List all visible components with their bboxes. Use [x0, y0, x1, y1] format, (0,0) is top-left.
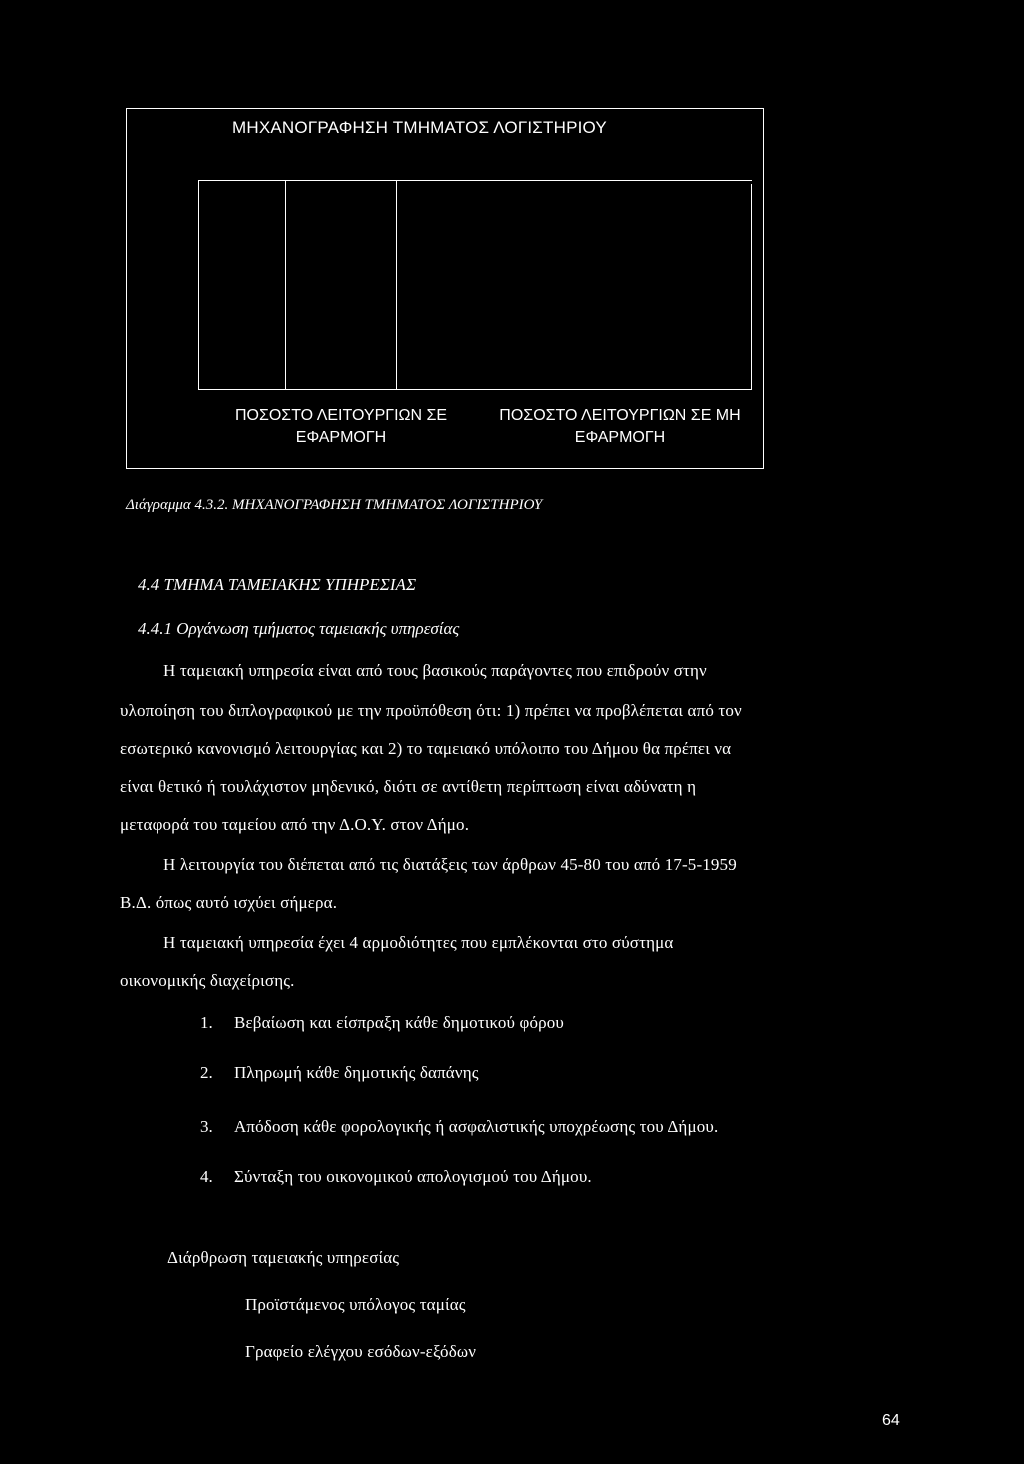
paragraph2-line-2: Β.Δ. όπως αυτό ισχύει σήμερα. — [120, 893, 338, 912]
category-label-1-line-2: ΕΦΑΡΜΟΓΗ — [295, 429, 387, 446]
paragraph3-line-2: οικονομικής διαχείρισης. — [120, 971, 295, 990]
list-item-2-text: Πληρωμή κάθε δημοτικής δαπάνης — [234, 1063, 479, 1082]
page-number: 64 — [882, 1412, 900, 1429]
list-item-4-number: 4. — [200, 1167, 213, 1186]
section-heading: 4.4 ΤΜΗΜΑ ΤΑΜΕΙΑΚΗΣ ΥΠΗΡΕΣΙΑΣ — [138, 575, 417, 594]
figure-caption: Διάγραμμα 4.3.2. ΜΗΧΑΝΟΓΡΑΦΗΣΗ ΤΜΗΜΑΤΟΣ ΛΟΓΙΣΤΗΡΙΟΥ — [126, 497, 543, 513]
plot-right-edge — [751, 184, 752, 390]
structure-item-1: Προϊστάμενος υπόλογος ταμίας — [245, 1295, 466, 1314]
bar-divider-1 — [285, 180, 286, 390]
paragraph3-line-1: Η ταμειακή υπηρεσία έχει 4 αρμοδιότητες που εμπλέκονται στο σύστημα — [163, 933, 674, 952]
plot-area — [198, 180, 752, 390]
list-item-4-text: Σύνταξη του οικονομικού απολογισμού του Δήμου. — [234, 1167, 592, 1186]
category-label-2-line-2: ΕΦΑΡΜΟΓΗ — [574, 429, 666, 446]
paragraph1-line-3: εσωτερικό κανονισμό λειτουργίας και 2) το ταμειακό υπόλοιπο του Δήμου θα πρέπει να — [120, 739, 732, 758]
bar-divider-2 — [396, 180, 397, 390]
chart-title: ΜΗΧΑΝΟΓΡΑΦΗΣΗ ΤΜΗΜΑΤΟΣ ΛΟΓΙΣΤΗΡΙΟΥ — [232, 118, 607, 137]
category-label-1-line-1: ΠΟΣΟΣΤΟ ΛΕΙΤΟΥΡΓΙΩΝ ΣΕ — [234, 407, 448, 424]
paragraph1-line-4: είναι θετικό ή τουλάχιστον μηδενικό, διότι σε αντίθετη περίπτωση είναι αδύνατη η — [120, 777, 697, 796]
category-label-1 — [218, 405, 464, 449]
subsection-heading: 4.4.1 Οργάνωση τμήματος ταμειακής υπηρεσίας — [138, 619, 460, 638]
paragraph1-line-1: Η ταμειακή υπηρεσία είναι από τους βασικούς παράγοντες που επιδρούν στην — [163, 661, 707, 680]
category-label-2 — [478, 405, 762, 449]
structure-item-2: Γραφείο ελέγχου εσόδων-εξόδων — [245, 1342, 477, 1361]
paragraph2-line-1: Η λειτουργία του διέπεται από τις διατάξεις των άρθρων 45-80 του από 17-5-1959 — [163, 855, 737, 874]
list-item-2-number: 2. — [200, 1063, 213, 1082]
category-label-2-line-1: ΠΟΣΟΣΤΟ ΛΕΙΤΟΥΡΓΙΩΝ ΣΕ ΜΗ — [499, 407, 741, 424]
list-item-3-number: 3. — [200, 1117, 213, 1136]
paragraph1-line-2: υλοποίηση του διπλογραφικού με την προϋπόθεση ότι: 1) πρέπει να προβλέπεται από τον — [120, 701, 742, 720]
paragraph1-line-5: μεταφορά του ταμείου από την Δ.Ο.Υ. στον Δήμο. — [120, 815, 470, 834]
list-item-1-text: Βεβαίωση και είσπραξη κάθε δημοτικού φόρου — [234, 1013, 564, 1032]
list-item-3-text: Απόδοση κάθε φορολογικής ή ασφαλιστικής υποχρέωσης του Δήμου. — [234, 1117, 719, 1136]
list-item-1-number: 1. — [200, 1013, 213, 1032]
structure-heading: Διάρθρωση ταμειακής υπηρεσίας — [167, 1248, 400, 1267]
